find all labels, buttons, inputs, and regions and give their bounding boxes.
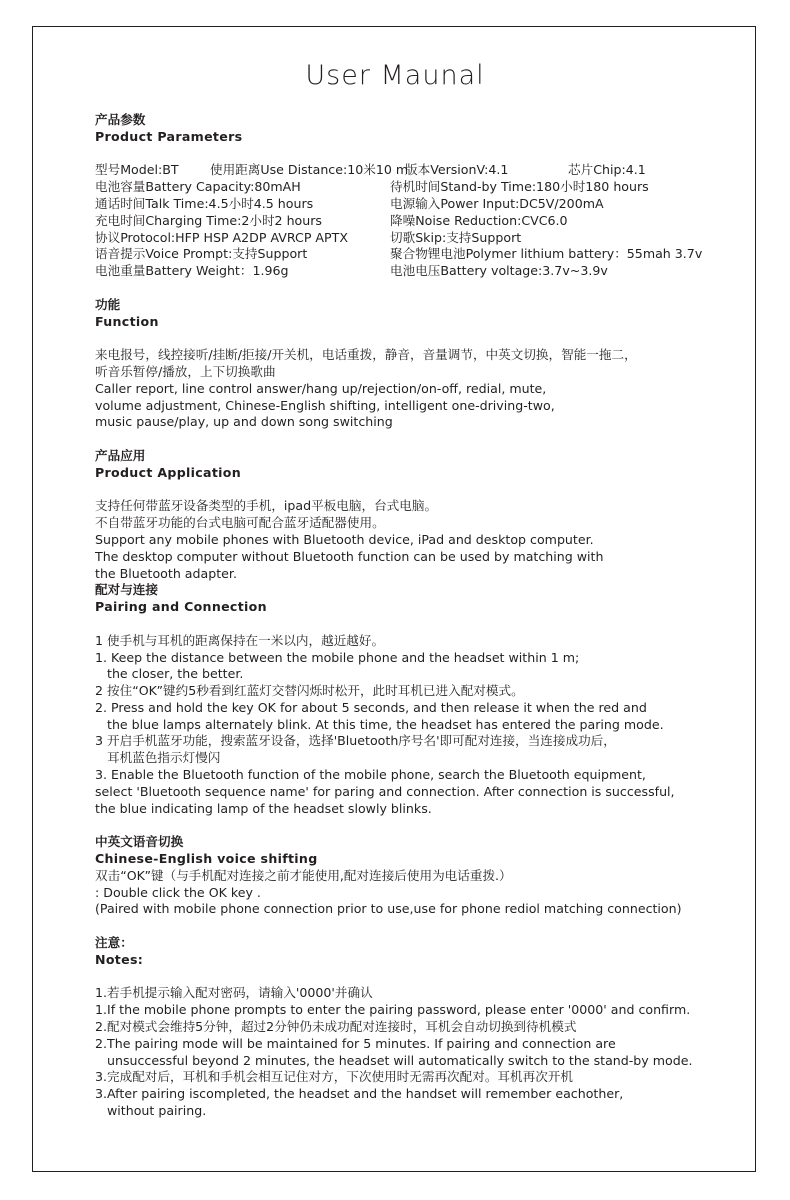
notes-line: 3.完成配对后，耳机和手机会相互记住对方，下次使用时无需再次配对。耳机再次开机: [95, 1069, 573, 1085]
pairing-line: 1 使手机与耳机的距离保持在一米以内，越近越好。: [95, 632, 385, 648]
param-right: 聚合物锂电池Polymer lithium battery：55mah 3.7v: [390, 246, 703, 262]
notes-line: 2.The pairing mode will be maintained for 5 minutes. If pairing and connection are: [95, 1035, 616, 1051]
param-left: 电池容量Battery Capacity:80mAH: [95, 179, 301, 195]
function-line: volume adjustment, Chinese-English shifting, intelligent one-driving-two,: [95, 397, 555, 413]
params-heading-zh: 产品参数: [95, 112, 146, 127]
function-line: Caller report, line control answer/hang up/rejection/on-off, redial, mute,: [95, 380, 547, 396]
function-section: [95, 297, 745, 431]
pairing-section: [95, 582, 745, 817]
pairing-line: 1. Keep the distance between the mobile phone and the headset within 1 m;: [95, 649, 580, 665]
param-right: 电源输入Power Input:DC5V/200mA: [390, 195, 604, 211]
function-heading-zh: 功能: [95, 296, 121, 312]
notes-line: 2.配对模式会维持5分钟，超过2分钟仍未成功配对连接时，耳机会自动切换到待机模式: [95, 1019, 577, 1035]
notes-line: 1.若手机提示输入配对密码，请输入'0000'并确认: [95, 985, 373, 1001]
application-line: Support any mobile phones with Bluetooth device, iPad and desktop computer.: [95, 531, 594, 547]
param-right: 降噪Noise Reduction:CVC6.0: [390, 212, 568, 228]
pairing-line: the blue lamps alternately blink. At this time, the headset has entered the paring mode.: [107, 716, 664, 732]
param-right: 电池电压Battery voltage:3.7v~3.9v: [390, 263, 608, 279]
param-left: 通话时间Talk Time:4.5小时4.5 hours: [95, 195, 314, 211]
pairing-line: 2 按住“OK”键约5秒看到红蓝灯交替闪烁时松开，此时耳机已进入配对模式。: [95, 683, 524, 699]
param-left: 电池重量Battery Weight：1.96g: [95, 263, 289, 279]
voice-line: : Double click the OK key .: [95, 884, 261, 900]
params-first-row: [95, 162, 745, 179]
param-left: 协议Protocol:HFP HSP A2DP AVRCP APTX: [95, 229, 348, 245]
voice-heading-en: Chinese-English voice shifting: [95, 851, 318, 867]
application-heading-zh: 产品应用: [95, 447, 146, 463]
pairing-line: 3 开启手机蓝牙功能，搜索蓝牙设备，选择'Bluetooth序号名'即可配对连接，当连接成功后，: [95, 733, 616, 749]
pairing-line: the blue indicating lamp of the headset slowly blinks.: [95, 800, 432, 816]
application-line: The desktop computer without Bluetooth function can be used by matching with: [95, 548, 604, 564]
notes-section: [95, 935, 745, 1120]
application-section: [95, 448, 745, 582]
notes-line: unsuccessful beyond 2 minutes, the headset will automatically switch to the stand-by mode.: [107, 1052, 693, 1068]
voice-line: (Paired with mobile phone connection prior to use,use for phone rediol matching connection): [95, 901, 682, 917]
param-distance: 使用距离Use Distance:10米10 m: [210, 162, 409, 178]
function-line: music pause/play, up and down song switching: [95, 414, 393, 430]
voice-heading-zh: 中英文语音切换: [95, 834, 184, 850]
param-left: 充电时间Charging Time:2小时2 hours: [95, 212, 322, 228]
application-line: the Bluetooth adapter.: [95, 565, 237, 581]
notes-heading-zh: 注意：: [95, 935, 133, 951]
pairing-line: select 'Bluetooth sequence name' for paring and connection. After connection is successful,: [95, 783, 675, 799]
param-right: 待机时间Stand-by Time:180小时180 hours: [390, 179, 649, 195]
manual-title: User Maunal: [305, 60, 485, 91]
pairing-line: 耳机蓝色指示灯慢闪: [107, 750, 221, 766]
param-version: 版本VersionV:4.1: [405, 162, 509, 178]
params-heading-en: Product Parameters: [95, 128, 243, 144]
notes-line: 1.If the mobile phone prompts to enter the pairing password, please enter '0000' and confirm.: [95, 1002, 691, 1018]
application-heading-en: Product Application: [95, 464, 241, 480]
notes-line: without pairing.: [107, 1103, 207, 1119]
pairing-line: 2. Press and hold the key OK for about 5 seconds, and then release it when the red and: [95, 699, 647, 715]
pairing-heading-en: Pairing and Connection: [95, 599, 267, 615]
pairing-heading-zh: 配对与连接: [95, 582, 158, 598]
application-line: 支持任何带蓝牙设备类型的手机，ipad平板电脑，台式电脑。: [95, 498, 438, 514]
function-heading-en: Function: [95, 313, 159, 329]
param-right: 切歌Skip:支持Support: [390, 229, 522, 245]
pairing-line: 3. Enable the Bluetooth function of the mobile phone, search the Bluetooth equipment,: [95, 767, 646, 783]
application-line: 不自带蓝牙功能的台式电脑可配合蓝牙适配器使用。: [95, 515, 385, 531]
param-left: 语音提示Voice Prompt:支持Support: [95, 246, 308, 262]
pairing-line: the closer, the better.: [107, 666, 244, 682]
param-model: 型号Model:BT: [95, 162, 179, 178]
notes-line: 3.After pairing iscompleted, the headset and the handset will remember eachother,: [95, 1086, 624, 1102]
param-chip: 芯片Chip:4.1: [568, 162, 646, 178]
voice-section: [95, 834, 745, 918]
params-grid: [95, 179, 745, 280]
params-section: [95, 112, 745, 280]
voice-line: 双击“OK”键（与手机配对连接之前才能使用,配对连接后使用为电话重拨.）: [95, 867, 512, 883]
function-line: 听音乐暂停/播放，上下切换歌曲: [95, 363, 276, 379]
notes-heading-en: Notes:: [95, 951, 144, 967]
function-line: 来电报号，线控接听/挂断/拒接/开关机，电话重拨，静音，音量调节，中英文切换，智能一拖二，: [95, 347, 637, 363]
manual-content: [95, 112, 745, 1120]
